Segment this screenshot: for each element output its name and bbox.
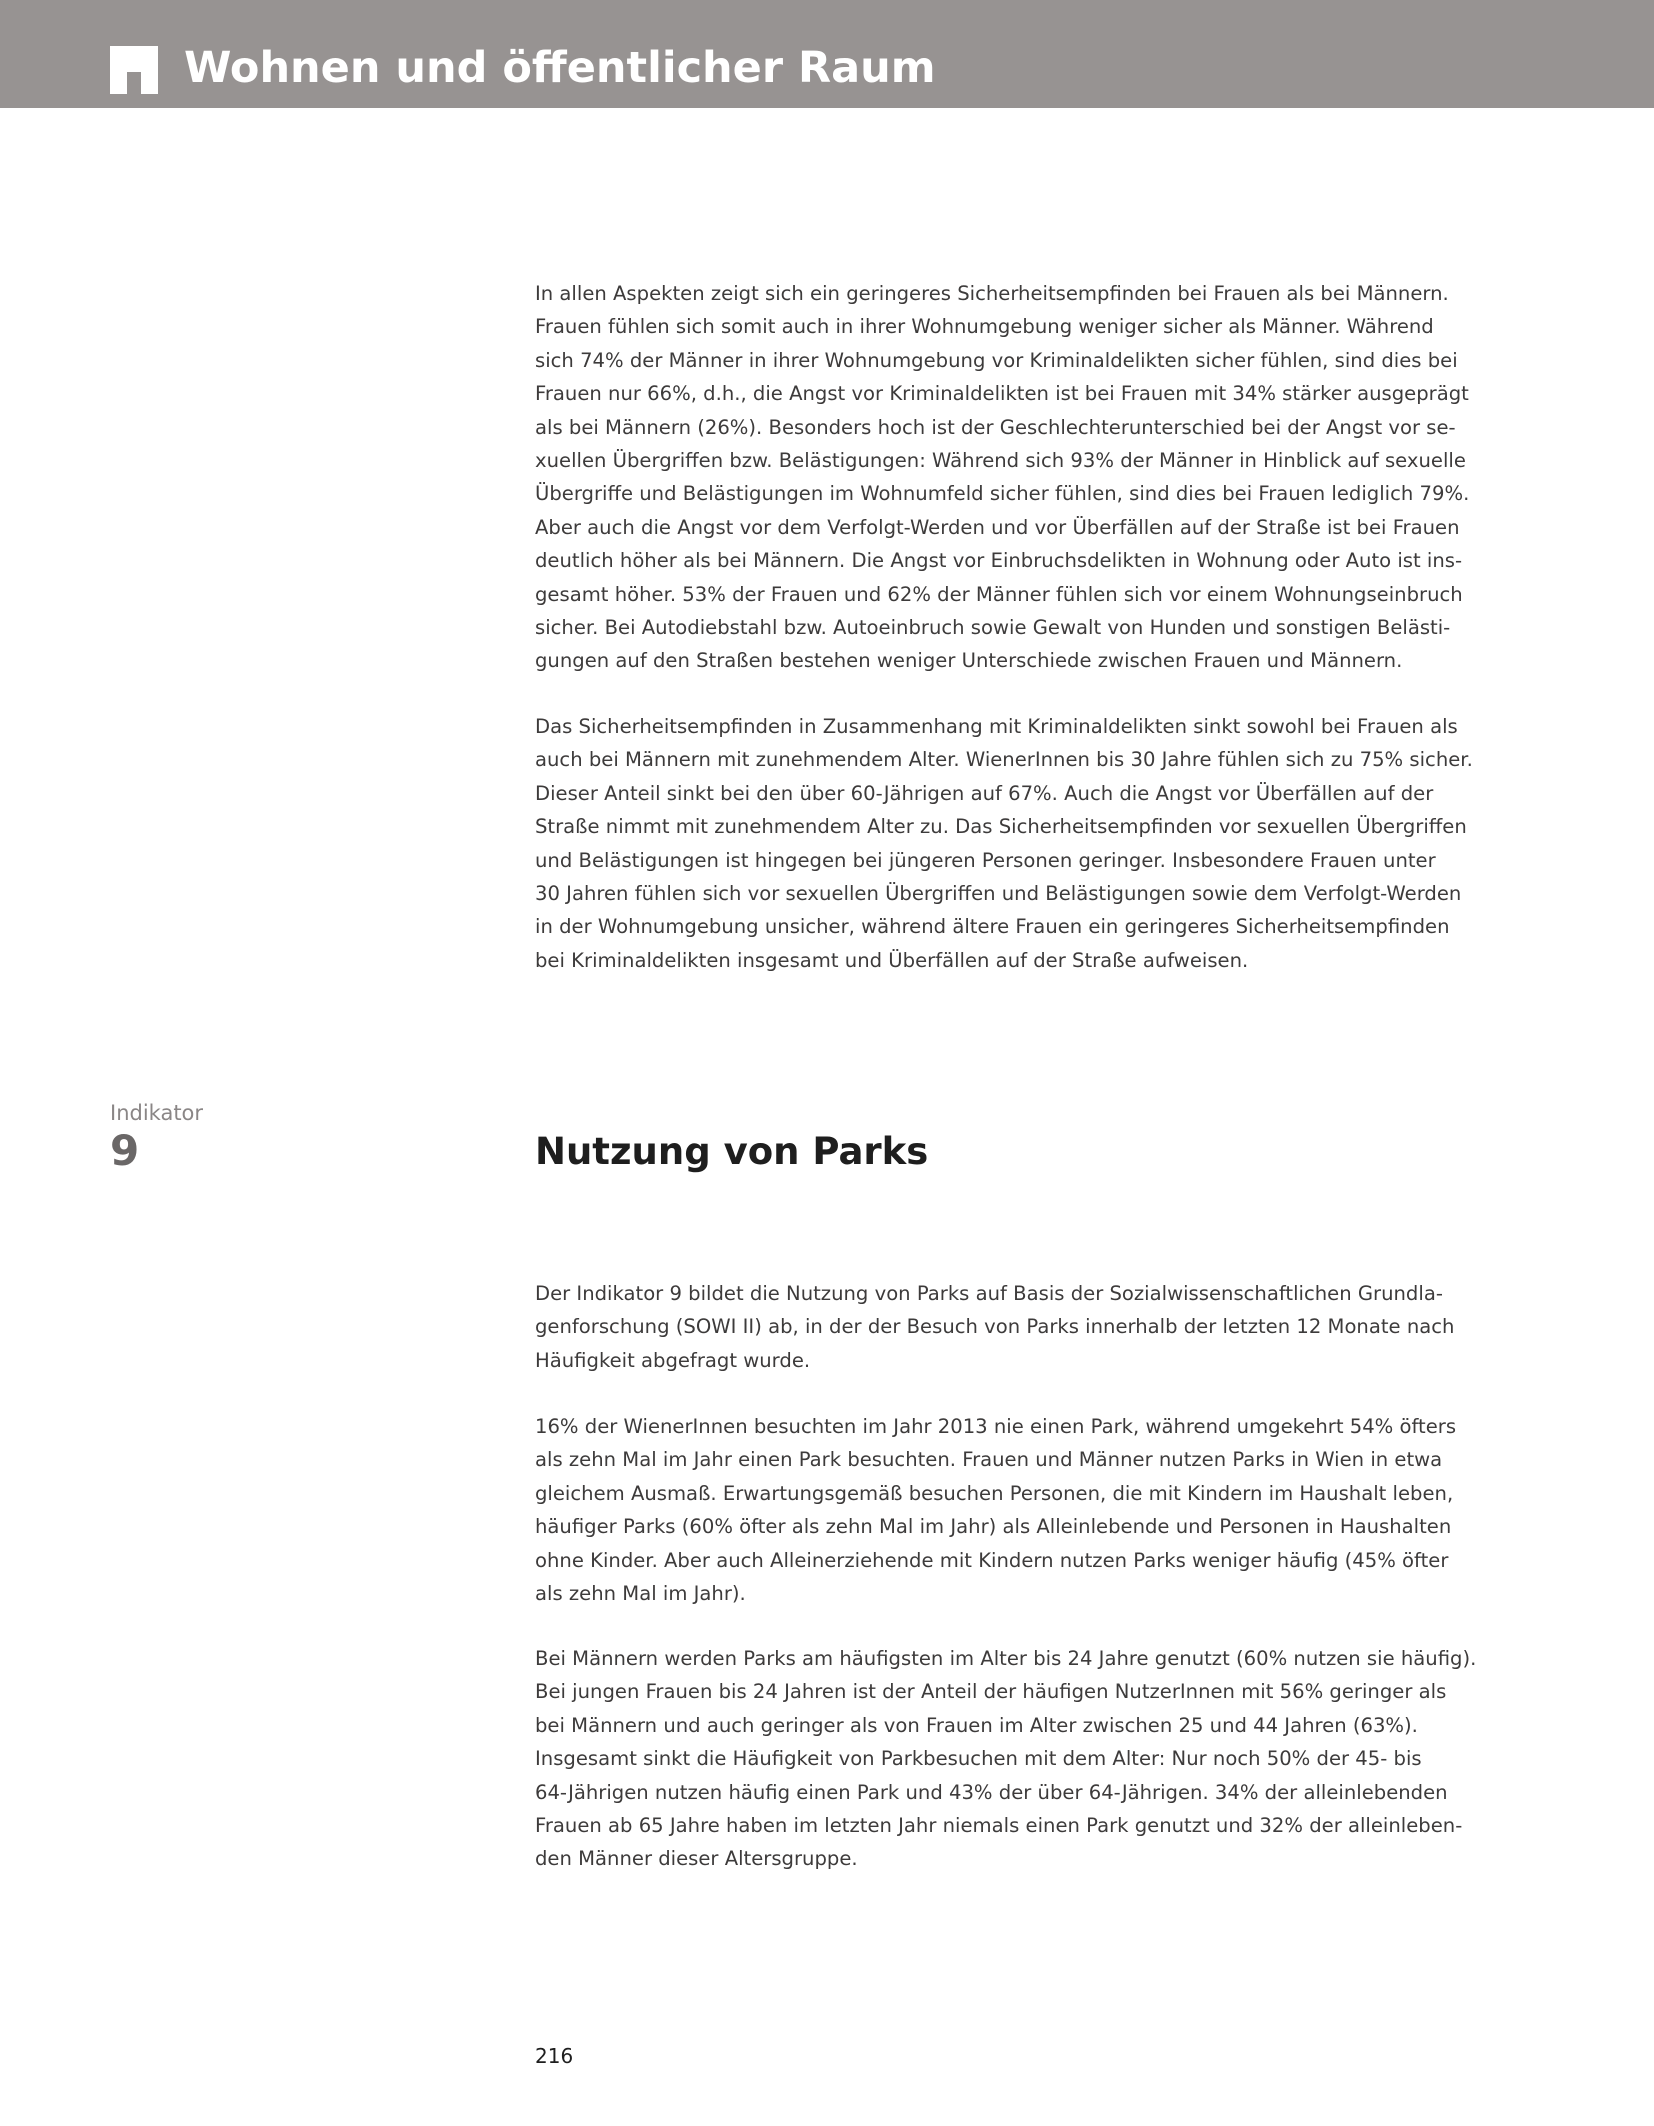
paragraph (535, 710, 1495, 977)
text-line: in der Wohnumgebung unsicher, während ältere Frauen ein geringeres Sicherheitsempfinden (535, 915, 1450, 939)
text-line: den Männer dieser Altersgruppe. (535, 1847, 858, 1871)
text-line: häufiger Parks (60% öfter als zehn Mal im Jahr) als Alleinlebende und Personen in Haushalten (535, 1515, 1452, 1539)
text-line: xuellen Übergriffen bzw. Belästigungen: Während sich 93% der Männer in Hinblick auf sexuelle (535, 449, 1466, 473)
text-line: ohne Kinder. Aber auch Alleinerziehende mit Kindern nutzen Parks weniger häufig (45% öfter (535, 1548, 1449, 1572)
page-number: 216 (535, 2044, 574, 2068)
text-line: sich 74% der Männer in ihrer Wohnumgebung vor Kriminaldelikten sicher fühlen, sind dies bei (535, 348, 1458, 372)
text-line: und Belästigungen ist hingegen bei jüngeren Personen geringer. Insbesondere Frauen unter (535, 848, 1436, 872)
indicator-number: 9 (110, 1126, 140, 1175)
paragraph (535, 1410, 1495, 1610)
paragraph-block-top-2 (535, 710, 1495, 977)
section-title: Nutzung von Parks (535, 1130, 929, 1173)
text-line: 30 Jahren fühlen sich vor sexuellen Übergriffen und Belästigungen sowie dem Verfolgt-Werden (535, 882, 1462, 906)
paragraph (535, 1277, 1495, 1377)
text-line: Übergriffe und Belästigungen im Wohnumfeld sicher fühlen, sind dies bei Frauen lediglich 79%. (535, 482, 1470, 506)
text-line: Straße nimmt mit zunehmendem Alter zu. Das Sicherheitsempfinden vor sexuellen Übergriffen (535, 815, 1467, 839)
text-line: deutlich höher als bei Männern. Die Angst vor Einbruchsdelikten in Wohnung oder Auto ist ins- (535, 549, 1463, 573)
paragraph (535, 277, 1495, 678)
text-line: Aber auch die Angst vor dem Verfolgt-Werden und vor Überfällen auf der Straße ist bei Frauen (535, 515, 1460, 539)
paragraph (535, 1642, 1495, 1876)
text-line: Dieser Anteil sinkt bei den über 60-Jährigen auf 67%. Auch die Angst vor Überfällen auf der (535, 781, 1434, 805)
text-line: Bei jungen Frauen bis 24 Jahren ist der Anteil der häufigen NutzerInnen mit 56% geringer als (535, 1680, 1447, 1704)
text-line: genforschung (SOWI II) ab, in der der Besuch von Parks innerhalb der letzten 12 Monate nach (535, 1315, 1455, 1339)
house-icon (110, 46, 158, 94)
text-line: Der Indikator 9 bildet die Nutzung von Parks auf Basis der Sozialwissenschaftlichen Grundla- (535, 1282, 1443, 1305)
text-line: Das Sicherheitsempfinden in Zusammenhang mit Kriminaldelikten sinkt sowohl bei Frauen als (535, 715, 1458, 738)
text-line: als zehn Mal im Jahr einen Park besuchten. Frauen und Männer nutzen Parks in Wien in etwa (535, 1448, 1443, 1472)
text-line: sicher. Bei Autodiebstahl bzw. Autoeinbruch sowie Gewalt von Hunden und sonstigen Belästi- (535, 616, 1451, 640)
chapter-header-bar (0, 0, 1654, 108)
text-line: 64-Jährigen nutzen häufig einen Park und 43% der über 64-Jährigen. 34% der alleinlebenden (535, 1780, 1448, 1804)
text-line: Frauen fühlen sich somit auch in ihrer Wohnumgebung weniger sicher als Männer. Während (535, 315, 1434, 339)
text-line: Insgesamt sinkt die Häufigkeit von Parkbesuchen mit dem Alter: Nur noch 50% der 45- bis (535, 1747, 1422, 1771)
text-line: als bei Männern (26%). Besonders hoch ist der Geschlechterunterschied bei der Angst vor se- (535, 415, 1456, 439)
text-line: Häufigkeit abgefragt wurde. (535, 1348, 811, 1372)
paragraph-block-bottom-1 (535, 1277, 1495, 1377)
paragraph-block-bottom-3 (535, 1642, 1495, 1876)
chapter-title: Wohnen und öffentlicher Raum (184, 43, 936, 93)
paragraph-block-top-1 (535, 277, 1495, 678)
text-line: gesamt höher. 53% der Frauen und 62% der Männer fühlen sich vor einem Wohnungseinbruch (535, 582, 1463, 606)
text-line: gungen auf den Straßen bestehen weniger Unterschiede zwischen Frauen und Männern. (535, 649, 1403, 673)
text-line: In allen Aspekten zeigt sich ein geringeres Sicherheitsempfinden bei Frauen als bei Männern. (535, 282, 1449, 305)
text-line: Frauen ab 65 Jahre haben im letzten Jahr niemals einen Park genutzt und 32% der alleinleben- (535, 1814, 1463, 1838)
indicator-label: Indikator (110, 1101, 204, 1125)
text-line: als zehn Mal im Jahr). (535, 1582, 746, 1606)
text-line: Bei Männern werden Parks am häufigsten im Alter bis 24 Jahre genutzt (60% nutzen sie häufig). (535, 1647, 1477, 1670)
text-line: bei Kriminaldelikten insgesamt und Überfällen auf der Straße aufweisen. (535, 948, 1249, 972)
text-line: gleichem Ausmaß. Erwartungsgemäß besuchen Personen, die mit Kindern im Haushalt leben, (535, 1481, 1454, 1505)
text-line: Frauen nur 66%, d.h., die Angst vor Kriminaldelikten ist bei Frauen mit 34% stärker ausgeprägt (535, 382, 1469, 406)
text-line: bei Männern und auch geringer als von Frauen im Alter zwischen 25 und 44 Jahren (63%). (535, 1713, 1418, 1737)
text-line: 16% der WienerInnen besuchten im Jahr 2013 nie einen Park, während umgekehrt 54% öfters (535, 1415, 1457, 1438)
text-line: auch bei Männern mit zunehmendem Alter. WienerInnen bis 30 Jahre fühlen sich zu 75% sicher. (535, 748, 1473, 772)
paragraph-block-bottom-2 (535, 1410, 1495, 1610)
